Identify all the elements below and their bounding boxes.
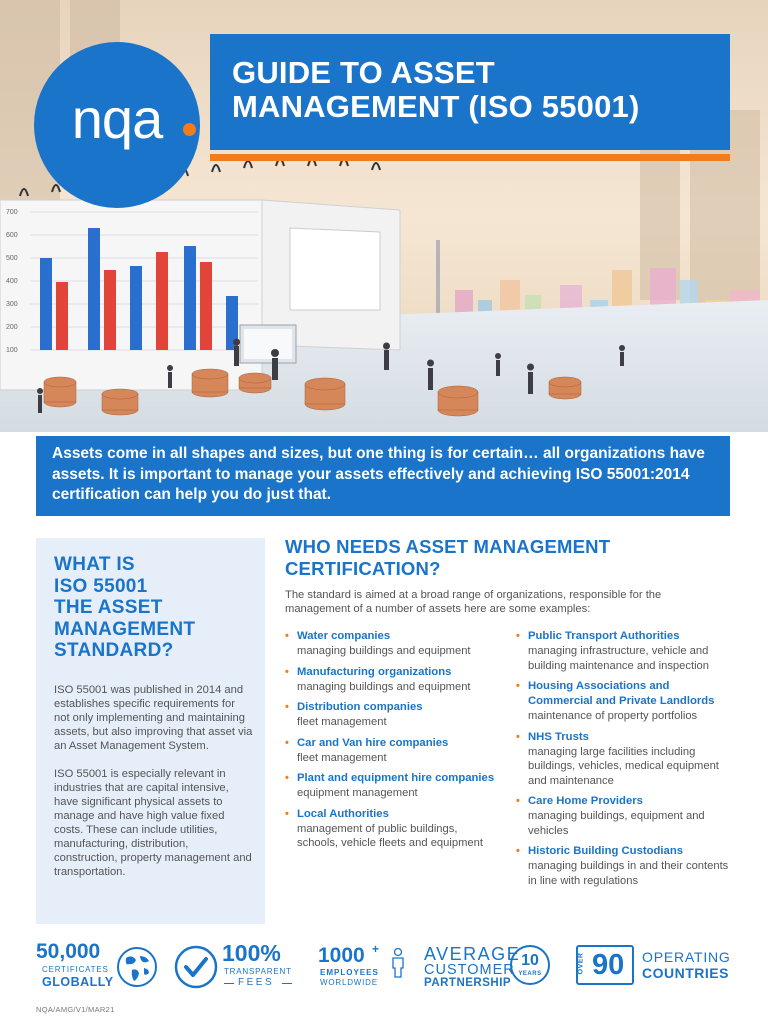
globally-label: GLOBALLY xyxy=(42,975,114,989)
item-title: Historic Building Custodians xyxy=(528,845,684,857)
who-needs-heading xyxy=(285,536,725,580)
heading-line: WHAT IS xyxy=(54,554,135,575)
item-title: Manufacturing organizations xyxy=(297,665,452,678)
certificates-number: 50,000 xyxy=(36,940,101,963)
item-title: Plant and equipment hire companies xyxy=(297,772,495,784)
item-title: NHS Trusts xyxy=(528,730,589,743)
stat-fees xyxy=(174,940,298,994)
item-title: Care Home Providers xyxy=(528,795,643,807)
item-description: fleet management xyxy=(297,751,387,764)
bullet-icon: • xyxy=(285,736,289,749)
heading-line: ISO 55001 xyxy=(54,575,148,597)
list-item xyxy=(285,736,495,766)
document-code: NQA/AMG/V1/MAR21 xyxy=(36,1005,115,1014)
heading-line: STANDARD? xyxy=(54,640,174,661)
heading-line: MANAGEMENT xyxy=(54,618,196,640)
employees-plus: + xyxy=(372,942,380,956)
stat-certificates xyxy=(36,940,162,994)
list-item xyxy=(285,807,495,851)
over-label: OVER xyxy=(577,952,585,975)
operating-label: OPERATING xyxy=(642,949,731,965)
item-title: Housing Associations and Commercial and Private Landlords xyxy=(528,680,715,707)
customer-label: CUSTOMER xyxy=(424,962,515,978)
transparent-label: TRANSPARENT xyxy=(224,967,292,976)
heading-line: CERTIFICATION? xyxy=(285,558,441,579)
list-item xyxy=(516,844,736,888)
bullet-icon: • xyxy=(285,807,289,820)
intro-text: Assets come in all shapes and sizes, but one thing is for certain… all organizations have assets. It is important to manage your assets effectively and achieving ISO 55001:2014 certification can help you do just that. xyxy=(52,445,705,503)
employees-number: 1000 xyxy=(318,944,365,967)
heading-line: WHO NEEDS ASSET MANAGEMENT xyxy=(285,536,611,557)
examples-list-right xyxy=(516,629,736,894)
item-description: managing large facilities including buildings, vehicles, medical equipment and maintenance xyxy=(528,745,719,787)
bullet-icon: • xyxy=(285,665,289,678)
examples-list-left xyxy=(285,629,495,857)
bullet-icon: • xyxy=(516,680,520,692)
employees-label: EMPLOYEES xyxy=(320,968,379,977)
item-description: fleet management xyxy=(297,716,387,728)
axis-tick: 400 xyxy=(6,278,18,285)
list-item xyxy=(516,629,736,673)
item-description: managing buildings and equipment xyxy=(297,680,471,693)
item-title: Distribution companies xyxy=(297,701,423,713)
page-title xyxy=(232,56,730,124)
item-title: Water companies xyxy=(297,630,391,642)
stat-countries xyxy=(576,940,736,994)
item-title: Car and Van hire companies xyxy=(297,736,449,749)
title-line-2: MANAGEMENT (ISO 55001) xyxy=(232,89,640,124)
globe-icon xyxy=(116,946,158,988)
list-item xyxy=(285,629,495,659)
divider xyxy=(224,983,234,984)
bullet-icon: • xyxy=(516,630,520,642)
heading-line: THE ASSET xyxy=(54,597,163,618)
bullet-icon: • xyxy=(516,795,520,807)
bullet-icon: • xyxy=(516,730,520,743)
stats-strip xyxy=(36,940,736,994)
title-accent-rule xyxy=(210,154,730,161)
axis-tick: 300 xyxy=(6,301,18,308)
item-description: maintenance of property portfolios xyxy=(528,710,698,722)
fees-label: FEES xyxy=(238,977,275,988)
list-item xyxy=(285,665,495,695)
item-description: managing buildings and equipment xyxy=(297,645,471,657)
what-is-paragraph-2: ISO 55001 is especially relevant in industries that are capital intensive, have significant physical assets to manage and have high value fixed costs. These can include utilities, manufacturing, distribution, construction, property management and transportation. xyxy=(54,767,252,878)
certificates-label: CERTIFICATES xyxy=(42,965,109,974)
fees-label-group xyxy=(224,977,292,987)
title-banner xyxy=(210,34,730,150)
item-description: managing buildings, equipment and vehicles xyxy=(528,810,705,837)
partnership-label: PARTNERSHIP xyxy=(424,977,512,989)
bullet-icon: • xyxy=(285,772,289,784)
stat-employees xyxy=(318,940,418,994)
list-item xyxy=(285,700,495,730)
logo-dot-icon xyxy=(183,123,196,136)
item-description: managing buildings in and their contents in line with regulations xyxy=(528,860,729,887)
item-title: Local Authorities xyxy=(297,807,389,820)
list-item xyxy=(516,730,736,789)
item-description: managing infrastructure, vehicle and building maintenance and inspection xyxy=(528,645,709,672)
countries-number: 90 xyxy=(592,949,625,981)
countries-label: COUNTRIES xyxy=(642,965,729,981)
intro-banner xyxy=(36,436,730,516)
list-item xyxy=(516,679,736,724)
list-item xyxy=(516,794,736,838)
axis-tick: 200 xyxy=(6,324,18,331)
item-title: Public Transport Authorities xyxy=(528,630,680,642)
title-line-1: GUIDE TO ASSET xyxy=(232,55,495,90)
years-badge xyxy=(510,945,550,985)
person-icon xyxy=(390,948,406,978)
countries-badge xyxy=(576,945,634,985)
years-number: 10 xyxy=(521,952,539,969)
list-item xyxy=(285,771,495,801)
axis-tick: 500 xyxy=(6,255,18,262)
years-label: YEARS xyxy=(518,971,542,977)
item-description: equipment management xyxy=(297,787,418,799)
divider xyxy=(282,983,292,984)
average-label: AVERAGE xyxy=(424,944,521,964)
bullet-icon: • xyxy=(285,630,289,642)
what-is-heading xyxy=(54,554,253,662)
nqa-logo xyxy=(34,42,200,208)
worldwide-label: WORLDWIDE xyxy=(320,978,378,987)
logo-wordmark: nqa xyxy=(71,87,163,150)
axis-tick: 700 xyxy=(6,209,18,216)
item-description: management of public buildings, schools, vehicle fleets and equipment xyxy=(297,822,483,849)
axis-tick: 600 xyxy=(6,232,18,239)
bullet-icon: • xyxy=(285,701,289,713)
who-needs-intro: The standard is aimed at a broad range of organizations, responsible for the management of a number of assets here are some examples: xyxy=(285,589,662,615)
axis-tick: 100 xyxy=(6,347,18,354)
checkmark-circle-icon xyxy=(174,945,218,989)
fees-number: 100% xyxy=(222,940,281,966)
bullet-icon: • xyxy=(516,845,520,857)
stat-partnership xyxy=(424,940,564,994)
what-is-panel xyxy=(36,538,265,924)
what-is-paragraph-1: ISO 55001 was published in 2014 and establishes specific requirements for not only implementing and maintaining assets, but also improving that asset via an Asset Management System. xyxy=(54,683,253,752)
